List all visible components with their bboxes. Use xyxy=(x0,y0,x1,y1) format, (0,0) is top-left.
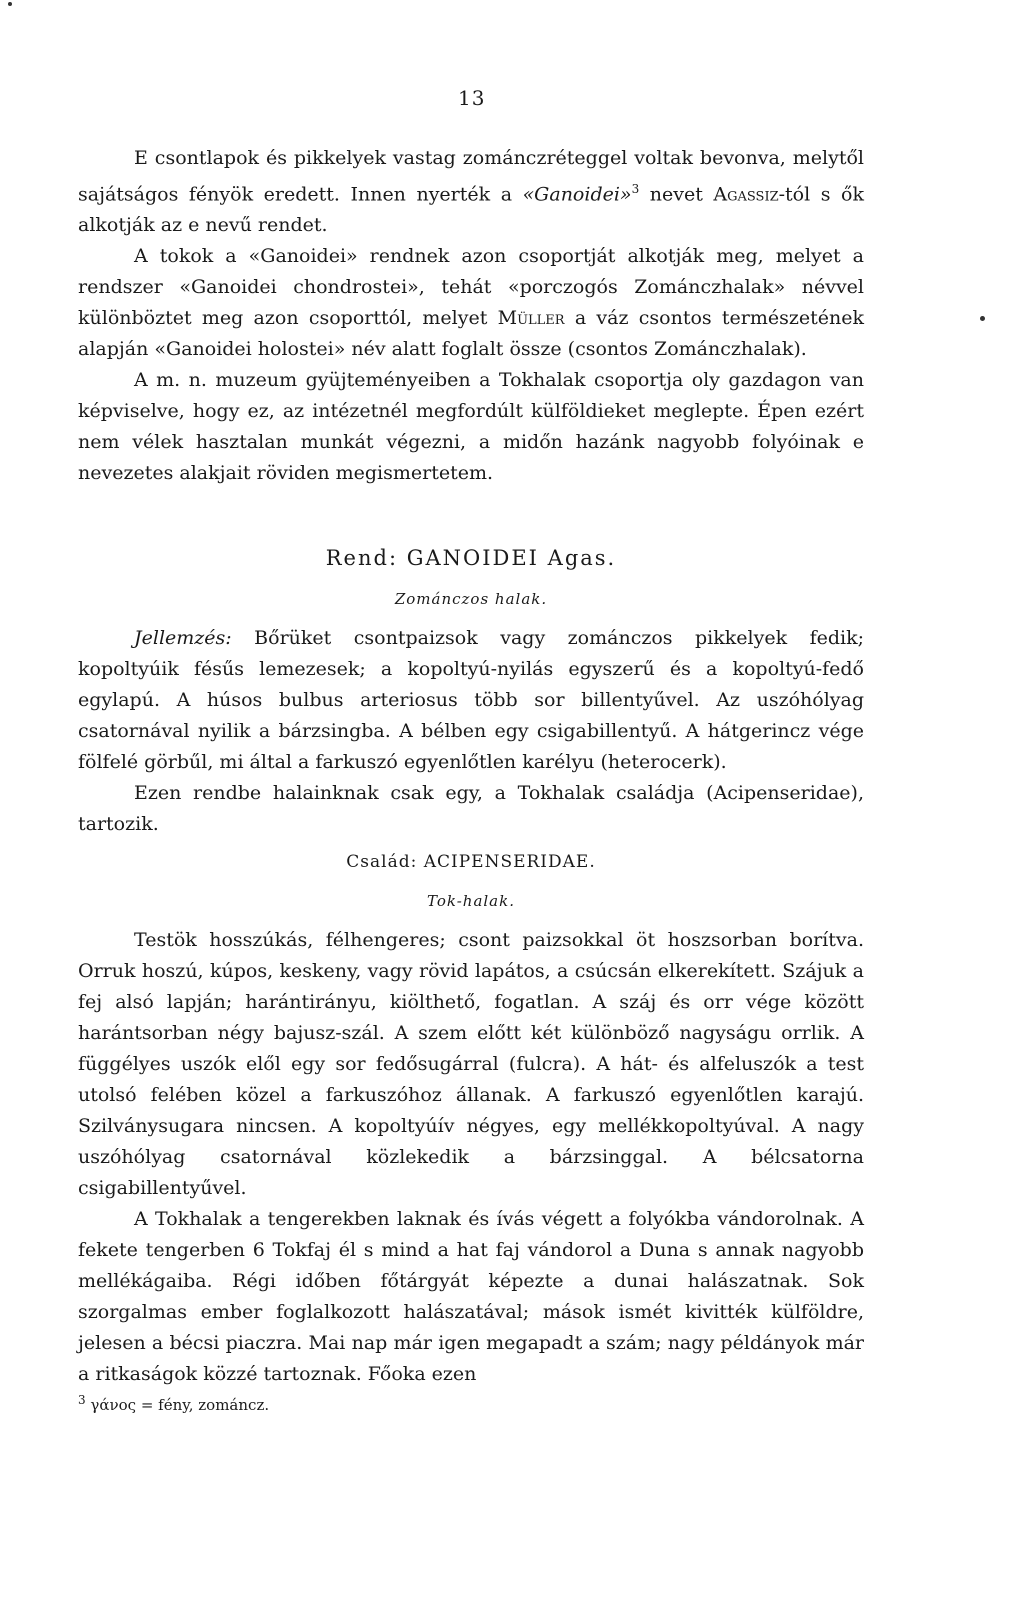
footnote xyxy=(78,1393,269,1414)
paragraph-text: E csontlapok és pikkelyek vastag zománczréteggel voltak bevonva, melytől sajátságos fényök eredett. Innen nyerték a xyxy=(78,147,864,206)
paragraph-text: a váz csontos természetének alapján «Ganoidei holostei» név alatt foglalt össze (csontos Zománczhalak). xyxy=(78,307,864,361)
characterization-label: Jellemzés: xyxy=(134,627,232,649)
paragraph: Ezen rendbe halainknak csak egy, a Tokhalak családja (Acipenseridae), tartozik. xyxy=(78,782,864,835)
family-heading: Család: ACIPENSERIDAE. xyxy=(346,852,596,872)
footnote-text: γάνος = fény, zománcz. xyxy=(90,1396,270,1414)
paragraph: A m. n. muzeum gyüjteményeiben a Tokhalak csoportja oly gazdagon van képviselve, hogy ez, az intézetnél megfordúlt külföldieket meglepte. Épen ezért nem vélek hasztalan munkát végezni, a midőn hazánk nagyobb folyóinak e nevezetes alakjait röviden megismertetem. xyxy=(78,369,864,485)
paragraph: Testök hosszúkás, félhengeres; csont paizsokkal öt hoszsorban borítva. Orruk hoszú, kúpos, keskeny, vagy rövid lapátos, a csúcsán elkerekített. Szájuk a fej alsó lapján; harántirányu, kiölthető, fogatlan. A száj és orr vége között harántsorban négy bajusz-szál. A szem előtt két különböző nagyságu orrlik. A függélyes uszók elől egy sor fedősugárral (fulcra). A hát- és alfeluszók a test utolsó felében közel a farkuszóhoz állanak. A farkuszó egyenlőtlen karajú. Szilványsugara nincsen. A kopoltyúív négyes, egy mellékkopoltyúval. A nagy uszóhólyag csatornával közlekedik a bárzsinggal. A bélcsatorna csigabillentyűvel. xyxy=(78,929,864,1199)
paragraph-text: Bőrüket csontpaizsok vagy zománczos pikkelyek fedik; kopoltyúik fésűs lemezesek; a kopoltyú-nyilás egyszerű és a kopoltyú-fedő egylapú. A húsos bulbus arteriosus több sor billentyűvel. Az uszóhólyag csatornával nyilik a bárzsingba. A bélben egy csigabillentyű. A hátgerincz vége fölfelé görbűl, mi által a farkuszó egyenlőtlen karélyu (heterocerk). xyxy=(78,627,864,773)
author-name: Agassiz xyxy=(713,183,779,206)
paragraph: A Tokhalak a tengerekben laknak és ívás végett a folyókba vándorolnak. A fekete tengerben 6 Tokfaj él s mind a hat faj vándorol a Duna s annak nagyobb mellékágaiba. Régi időben főtárgyát képezte a dunai halászatnak. Sok szorgalmas ember foglalkozott halászatával; mások ismét kivitték külföldre, jelesen a bécsi piaczra. Mai nap már igen megapadt a szám; nagy példányok már a ritkaságok közzé tartoznak. Főoka ezen xyxy=(78,1208,864,1385)
paragraph-text: A tokok a «Ganoidei» rendnek azon csoportját alkotják meg, melyet a rendszer «Ganoidei chondrostei», tehát «porczogós Zománczhalak» névvel különböztet meg azon csoporttól, melyet xyxy=(78,245,864,330)
paragraph-text: -tól s ők alkotják az e nevű rendet. xyxy=(78,183,864,237)
paragraph xyxy=(78,241,864,365)
order-subtitle: Zománczos halak. xyxy=(394,590,548,608)
scan-speck xyxy=(8,2,12,6)
page-number: 13 xyxy=(458,86,486,110)
intro-section xyxy=(78,143,864,489)
footnote-ref: 3 xyxy=(631,182,640,196)
paragraph xyxy=(78,143,864,241)
order-section xyxy=(78,623,864,840)
family-section xyxy=(78,925,864,1390)
paragraph-text: nevet xyxy=(639,183,714,206)
order-heading: Rend: GANOIDEI Agas. xyxy=(325,546,617,570)
author-name: Müller xyxy=(497,307,565,330)
scan-speck xyxy=(980,316,985,321)
footnote-mark: 3 xyxy=(78,1393,86,1407)
paragraph xyxy=(78,623,864,778)
family-subtitle: Tok-halak. xyxy=(427,892,515,910)
term-ganoidei: «Ganoidei» xyxy=(522,183,632,206)
